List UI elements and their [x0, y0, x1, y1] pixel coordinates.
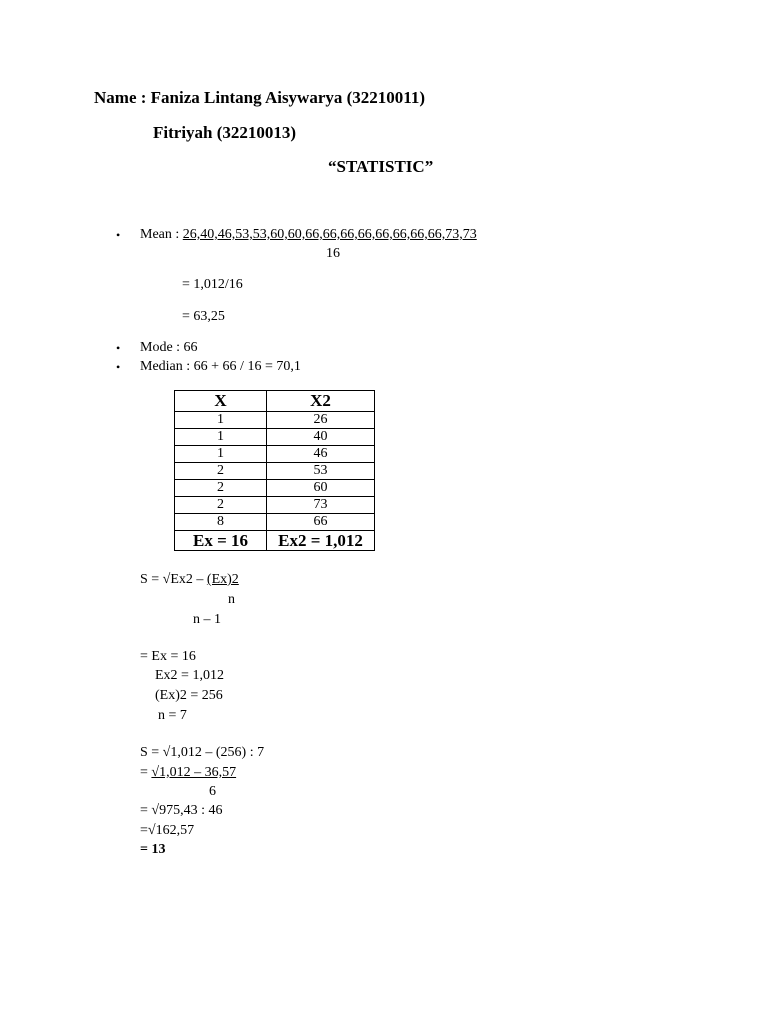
mode-text: Mode : 66	[140, 340, 198, 355]
formula-inner-denominator: n	[228, 592, 235, 607]
cell-x: 2	[175, 497, 267, 514]
mean-step2: = 63,25	[182, 309, 225, 324]
calc-line-2-denominator: 6	[209, 784, 216, 799]
given-line-4: n = 7	[158, 708, 187, 723]
bullet-mode: •	[116, 341, 121, 355]
cell-x: 1	[175, 412, 267, 429]
table-row	[175, 412, 375, 429]
cell-x: 2	[175, 463, 267, 480]
header-x: X	[175, 391, 267, 412]
formula-lhs: S = √Ex2 –	[140, 572, 207, 587]
mean-denominator: 16	[326, 246, 340, 261]
cell-x2: 66	[267, 514, 375, 531]
bullet-median: •	[116, 360, 121, 374]
calc-line-3: = √975,43 : 46	[140, 803, 223, 818]
cell-x2: 26	[267, 412, 375, 429]
mean-numerator: 26,40,46,53,53,60,60,66,66,66,66,66,66,66,66,73,73	[182, 227, 477, 242]
calc-line-2-prefix: =	[140, 765, 152, 780]
table-row	[175, 429, 375, 446]
calc-line-2-numerator: √1,012 – 36,57	[151, 765, 237, 780]
given-line-3: (Ex)2 = 256	[155, 688, 223, 703]
table-row	[175, 497, 375, 514]
formula-fraction-numerator: (Ex)2	[206, 572, 239, 587]
table-row	[175, 463, 375, 480]
cell-x: 8	[175, 514, 267, 531]
calc-result: = 13	[140, 842, 166, 857]
table-row	[175, 446, 375, 463]
mean-label-line	[140, 227, 477, 243]
given-line-2: Ex2 = 1,012	[155, 668, 224, 683]
mean-label: Mean :	[140, 227, 183, 242]
frequency-table	[174, 390, 375, 551]
table-row	[175, 514, 375, 531]
total-x2: Ex2 = 1,012	[267, 531, 375, 551]
name-line-2: Fitriyah (32210013)	[153, 123, 297, 142]
cell-x2: 60	[267, 480, 375, 497]
median-text: Median : 66 + 66 / 16 = 70,1	[140, 359, 301, 374]
table-total-row	[175, 531, 375, 551]
header-x2: X2	[267, 391, 375, 412]
formula-line	[140, 572, 239, 588]
cell-x: 1	[175, 446, 267, 463]
page-title: “STATISTIC”	[328, 157, 434, 176]
cell-x2: 46	[267, 446, 375, 463]
cell-x2: 73	[267, 497, 375, 514]
total-x: Ex = 16	[175, 531, 267, 551]
table-header-row	[175, 391, 375, 412]
name-line: Name : Faniza Lintang Aisywarya (32210011)	[94, 88, 426, 107]
calc-line-2	[140, 765, 236, 781]
table-row	[175, 480, 375, 497]
bullet-mean: •	[116, 228, 121, 242]
calc-line-4: =√162,57	[140, 823, 195, 838]
formula-outer-denominator: n – 1	[193, 612, 221, 627]
cell-x2: 40	[267, 429, 375, 446]
cell-x: 1	[175, 429, 267, 446]
calc-line-1: S = √1,012 – (256) : 7	[140, 745, 265, 760]
cell-x: 2	[175, 480, 267, 497]
mean-step1: = 1,012/16	[182, 277, 243, 292]
given-line-1: = Ex = 16	[140, 649, 196, 664]
cell-x2: 53	[267, 463, 375, 480]
